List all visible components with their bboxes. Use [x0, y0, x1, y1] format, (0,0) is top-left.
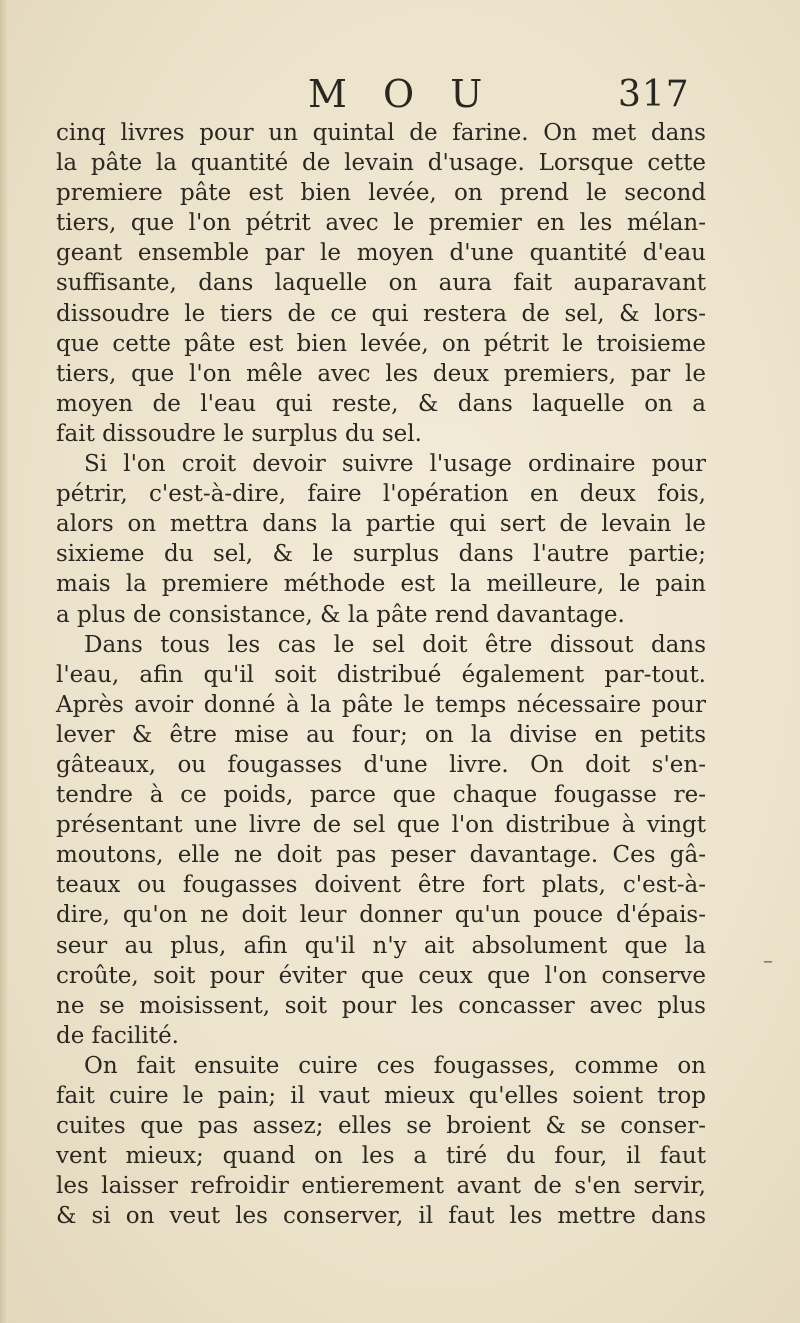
- text-line: dissoudre le tiers de ce qui restera de sel, & lors-: [56, 300, 706, 327]
- text-line: les laisser refroidir entierement avant de s'en servir,: [56, 1173, 706, 1200]
- text-line: moyen de l'eau qui reste, & dans laquelle on a: [56, 390, 706, 417]
- body-text: [56, 118, 706, 1231]
- text-line: fait dissoudre le surplus du sel.: [56, 420, 422, 447]
- text-line: l'eau, afin qu'il soit distribué également par-tout.: [56, 661, 706, 688]
- text-line: de facilité.: [56, 1022, 179, 1049]
- text-line: alors on mettra dans la partie qui sert de levain le: [56, 511, 706, 538]
- text-line: ne se moisissent, soit pour les concasser avec plus: [56, 992, 706, 1019]
- text-line: la pâte la quantité de levain d'usage. Lorsque cette: [56, 150, 706, 177]
- text-line: croûte, soit pour éviter que ceux que l'on conserve: [56, 962, 706, 989]
- text-line: Dans tous les cas le sel doit être dissout dans: [84, 631, 706, 658]
- page-number: 317: [618, 74, 690, 115]
- text-line: fait cuire le pain; il vaut mieux qu'elles soient trop: [56, 1083, 706, 1109]
- text-line: pétrir, c'est-à-dire, faire l'opération en deux fois,: [56, 481, 706, 508]
- text-line: a plus de consistance, & la pâte rend davantage.: [56, 601, 625, 628]
- text-line: cinq livres pour un quintal de farine. On met dans: [56, 120, 706, 146]
- page-spine-shadow: [0, 0, 8, 1323]
- text-line: mais la premiere méthode est la meilleure, le pain: [56, 571, 706, 598]
- text-line: cuites que pas assez; elles se broient & se conser-: [56, 1113, 706, 1140]
- text-line: seur au plus, afin qu'il n'y ait absolument que la: [56, 932, 706, 959]
- text-line: tendre à ce poids, parce que chaque fougasse re-: [56, 782, 706, 809]
- text-line: & si on veut les conserver, il faut les mettre dans: [56, 1203, 706, 1230]
- text-line: lever & être mise au four; on la divise en petits: [56, 721, 706, 748]
- text-line: Après avoir donné à la pâte le temps nécessaire pour: [56, 691, 706, 718]
- text-line: tiers, que l'on mêle avec les deux premiers, par le: [56, 360, 706, 387]
- text-line: Si l'on croit devoir suivre l'usage ordinaire pour: [84, 451, 706, 478]
- text-line: vent mieux; quand on les a tiré du four, il faut: [56, 1143, 706, 1170]
- text-line: teaux ou fougasses doivent être fort plats, c'est-à-: [56, 872, 706, 899]
- text-line: que cette pâte est bien levée, on pétrit le troisieme: [56, 330, 706, 357]
- text-line: sixieme du sel, & le surplus dans l'autre partie;: [56, 541, 706, 568]
- text-line: moutons, elle ne doit pas peser davantage. Ces gâ-: [56, 842, 706, 869]
- text-line: tiers, que l'on pétrit avec le premier en les mélan-: [56, 210, 706, 237]
- text-line: dire, qu'on ne doit leur donner qu'un pouce d'épais-: [56, 902, 706, 929]
- text-line: gâteaux, ou fougasses d'une livre. On doit s'en-: [56, 751, 706, 778]
- running-head: [0, 72, 800, 122]
- text-line: On fait ensuite cuire ces fougasses, comme on: [84, 1052, 706, 1079]
- margin-mark: –: [763, 948, 773, 972]
- running-title: M O U: [308, 72, 495, 116]
- text-line: présentant une livre de sel que l'on distribue à vingt: [56, 812, 706, 839]
- text-line: premiere pâte est bien levée, on prend le second: [56, 180, 706, 207]
- text-line: geant ensemble par le moyen d'une quantité d'eau: [56, 240, 706, 267]
- text-line: suffisante, dans laquelle on aura fait auparavant: [56, 270, 706, 297]
